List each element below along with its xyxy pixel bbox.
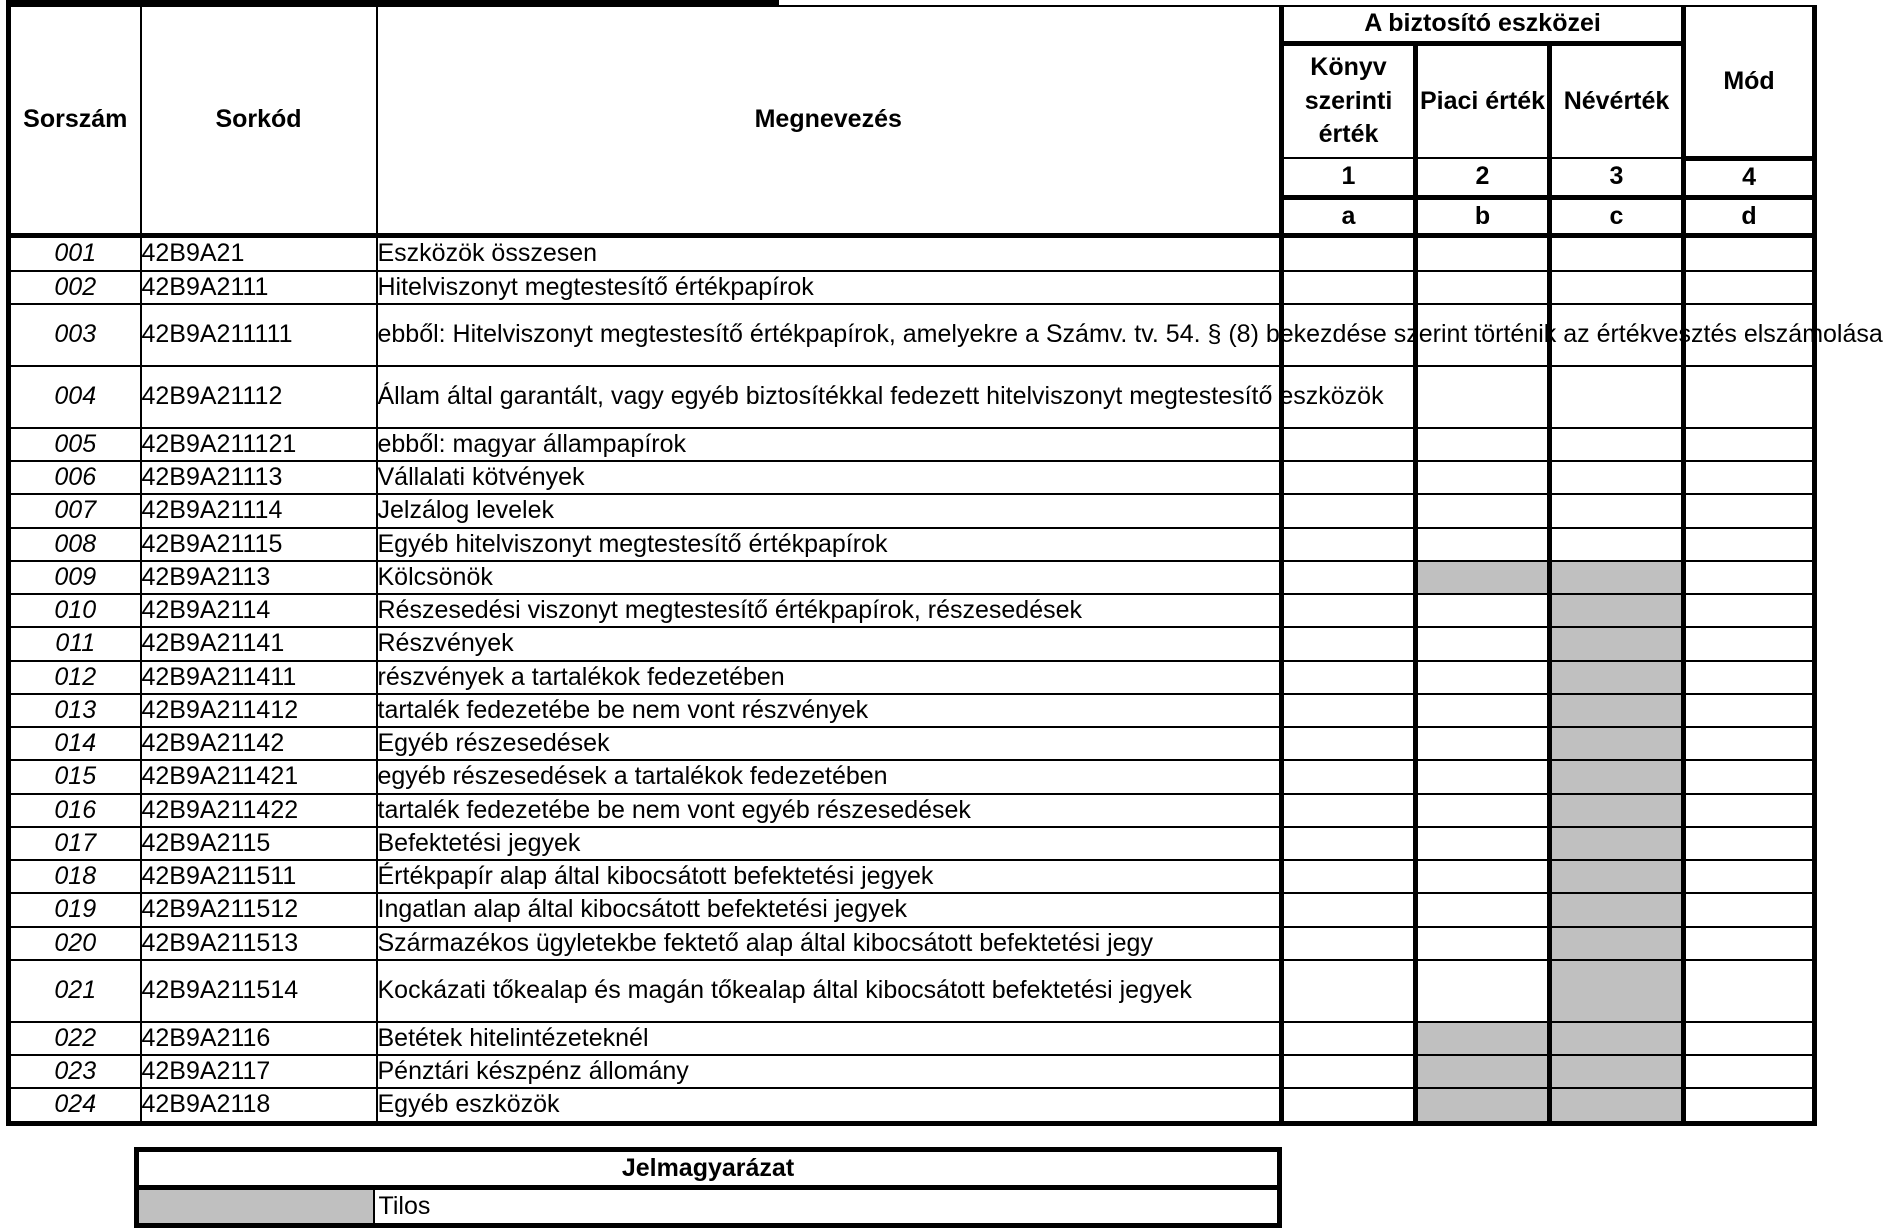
cell-nevertek[interactable] (1550, 428, 1684, 461)
table-row (9, 236, 1815, 271)
row-name: Egyéb részesedések (377, 727, 1282, 760)
row-name: tartalék fedezetébe be nem vont részvények (377, 694, 1282, 727)
cell-mod[interactable] (1684, 760, 1815, 793)
row-name: ebből: magyar állampapírok (377, 428, 1282, 461)
row-number: 014 (9, 727, 141, 760)
legend-swatch (137, 1188, 374, 1226)
legend-label: Tilos (378, 1192, 431, 1220)
cell-nevertek (1550, 893, 1684, 926)
cell-nevertek (1550, 794, 1684, 827)
table-row (9, 304, 1815, 366)
row-number: 012 (9, 661, 141, 694)
cell-nevertek (1550, 960, 1684, 1022)
row-name: Pénztári készpénz állomány (377, 1055, 1282, 1088)
row-code: 42B9A211511 (141, 860, 377, 893)
header-num-3: 3 (1550, 158, 1684, 197)
cell-mod[interactable] (1684, 960, 1815, 1022)
row-code: 42B9A2111 (141, 271, 377, 304)
row-name: Hitelviszonyt megtestesítő értékpapírok (377, 271, 1282, 304)
table-row (9, 561, 1815, 594)
cell-nevertek (1550, 694, 1684, 727)
cell-mod[interactable] (1684, 860, 1815, 893)
row-name: ebből: Hitelviszonyt megtestesítő értékpapírok, amelyekre a Számv. tv. 54. § (8) bekezdése szerint történik az értékvesztés elszámolása (377, 304, 1282, 366)
row-number: 020 (9, 927, 141, 960)
row-name: egyéb részesedések a tartalékok fedezetében (377, 760, 1282, 793)
cell-konyv[interactable] (1282, 661, 1416, 694)
cell-mod[interactable] (1684, 236, 1815, 271)
cell-nevertek[interactable] (1550, 271, 1684, 304)
table-row (9, 927, 1815, 960)
row-code: 42B9A2113 (141, 561, 377, 594)
row-code: 42B9A21 (141, 236, 377, 271)
row-number: 010 (9, 594, 141, 627)
cell-mod[interactable] (1684, 366, 1815, 428)
table-row (9, 366, 1815, 428)
row-name: Befektetési jegyek (377, 827, 1282, 860)
header-piaci (1416, 43, 1550, 158)
table-row (9, 1088, 1815, 1123)
header-sorszam: Sorszám (9, 6, 141, 236)
cell-mod[interactable] (1684, 494, 1815, 527)
cell-nevertek (1550, 827, 1684, 860)
legend-title: Jelmagyarázat (137, 1150, 1280, 1188)
row-name: tartalék fedezetébe be nem vont egyéb részesedések (377, 794, 1282, 827)
row-code: 42B9A21113 (141, 461, 377, 494)
cell-mod[interactable] (1684, 727, 1815, 760)
row-number: 015 (9, 760, 141, 793)
row-number: 021 (9, 960, 141, 1022)
table-row (9, 661, 1815, 694)
row-number: 008 (9, 528, 141, 561)
cell-nevertek (1550, 760, 1684, 793)
cell-piaci[interactable] (1416, 366, 1550, 428)
legend (134, 1147, 1282, 1228)
cell-nevertek (1550, 1088, 1684, 1123)
row-name: Betétek hitelintézeteknél (377, 1022, 1282, 1055)
header-letter-a: a (1282, 197, 1416, 236)
row-name: Jelzálog levelek (377, 494, 1282, 527)
header-num-1: 1 (1282, 158, 1416, 197)
header-piaci-label: Piaci érték (1419, 86, 1546, 115)
cell-mod[interactable] (1684, 528, 1815, 561)
table-row (9, 960, 1815, 1022)
row-code: 42B9A211514 (141, 960, 377, 1022)
cell-konyv[interactable] (1282, 960, 1416, 1022)
row-code: 42B9A211421 (141, 760, 377, 793)
row-name: Értékpapír alap által kibocsátott befektetési jegyek (377, 860, 1282, 893)
header-mod: Mód (1684, 6, 1815, 158)
cell-mod[interactable] (1684, 1055, 1815, 1088)
row-name: Származékos ügyletekbe fektető alap által kibocsátott befektetési jegy (377, 927, 1282, 960)
row-name: Részvények (377, 627, 1282, 660)
cell-konyv[interactable] (1282, 1055, 1416, 1088)
cell-piaci[interactable] (1416, 528, 1550, 561)
table-row (9, 827, 1815, 860)
row-number: 024 (9, 1088, 141, 1123)
row-number: 022 (9, 1022, 141, 1055)
row-name: részvények a tartalékok fedezetében (377, 661, 1282, 694)
row-number: 017 (9, 827, 141, 860)
cell-piaci[interactable] (1416, 594, 1550, 627)
cell-nevertek (1550, 561, 1684, 594)
cell-konyv[interactable] (1282, 1088, 1416, 1123)
cell-nevertek[interactable] (1550, 528, 1684, 561)
cell-konyv[interactable] (1282, 893, 1416, 926)
table-row (9, 528, 1815, 561)
row-code: 42B9A2116 (141, 1022, 377, 1055)
cell-konyv[interactable] (1282, 694, 1416, 727)
asset-table (6, 5, 1883, 1126)
cell-nevertek (1550, 594, 1684, 627)
row-name: Kölcsönök (377, 561, 1282, 594)
header-konyv (1282, 43, 1416, 158)
cell-mod[interactable] (1684, 461, 1815, 494)
cell-mod[interactable] (1684, 428, 1815, 461)
row-name: Állam által garantált, vagy egyéb biztosítékkal fedezett hitelviszonyt megtestesítő eszközök (377, 366, 1282, 428)
row-number: 016 (9, 794, 141, 827)
cell-mod[interactable] (1684, 661, 1815, 694)
row-code: 42B9A211411 (141, 661, 377, 694)
row-code: 42B9A211121 (141, 428, 377, 461)
table-row (9, 428, 1815, 461)
row-name: Eszközök összesen (377, 236, 1282, 271)
header-nevertek: Névérték (1550, 43, 1684, 158)
header-letter-c: c (1550, 197, 1684, 236)
row-name: Részesedési viszonyt megtestesítő értékpapírok, részesedések (377, 594, 1282, 627)
header-group: A biztosító eszközei (1282, 6, 1684, 43)
cell-nevertek (1550, 627, 1684, 660)
table-row (9, 461, 1815, 494)
cell-konyv[interactable] (1282, 461, 1416, 494)
table-row (9, 760, 1815, 793)
cell-mod[interactable] (1684, 927, 1815, 960)
row-name: Egyéb eszközök (377, 1088, 1282, 1123)
cell-nevertek[interactable] (1550, 461, 1684, 494)
header-konyv-label: Könyv szerinti érték (1304, 52, 1393, 149)
cell-nevertek (1550, 661, 1684, 694)
row-number: 013 (9, 694, 141, 727)
cell-piaci (1416, 1055, 1550, 1088)
cell-nevertek[interactable] (1550, 366, 1684, 428)
row-code: 42B9A211422 (141, 794, 377, 827)
row-number: 007 (9, 494, 141, 527)
cell-piaci (1416, 1088, 1550, 1123)
row-name: Ingatlan alap által kibocsátott befektetési jegyek (377, 893, 1282, 926)
table-body (9, 236, 1883, 1123)
row-code: 42B9A2117 (141, 1055, 377, 1088)
cell-nevertek (1550, 1055, 1684, 1088)
row-code: 42B9A21142 (141, 727, 377, 760)
row-code: 42B9A21115 (141, 528, 377, 561)
table-row (9, 860, 1815, 893)
cell-nevertek[interactable] (1550, 236, 1684, 271)
cell-konyv[interactable] (1282, 927, 1416, 960)
row-code: 42B9A2114 (141, 594, 377, 627)
row-number: 006 (9, 461, 141, 494)
cell-piaci[interactable] (1416, 661, 1550, 694)
row-code: 42B9A211513 (141, 927, 377, 960)
table-row (9, 594, 1815, 627)
row-number: 023 (9, 1055, 141, 1088)
cell-konyv[interactable] (1282, 794, 1416, 827)
row-name: Vállalati kötvények (377, 461, 1282, 494)
row-code: 42B9A21141 (141, 627, 377, 660)
cell-konyv[interactable] (1282, 271, 1416, 304)
cell-konyv[interactable] (1282, 860, 1416, 893)
cell-piaci[interactable] (1416, 694, 1550, 727)
cell-mod[interactable] (1684, 794, 1815, 827)
cell-piaci[interactable] (1416, 494, 1550, 527)
cell-konyv[interactable] (1282, 1022, 1416, 1055)
header-letter-d: d (1684, 197, 1815, 236)
cell-piaci[interactable] (1416, 428, 1550, 461)
header-num-4: 4 (1684, 158, 1815, 197)
row-number: 001 (9, 236, 141, 271)
cell-nevertek[interactable] (1550, 494, 1684, 527)
row-code: 42B9A21114 (141, 494, 377, 527)
table-row (9, 794, 1815, 827)
cell-konyv[interactable] (1282, 727, 1416, 760)
header-letter-b: b (1416, 197, 1550, 236)
row-code: 42B9A2115 (141, 827, 377, 860)
cell-nevertek (1550, 727, 1684, 760)
row-number: 002 (9, 271, 141, 304)
cell-konyv[interactable] (1282, 561, 1416, 594)
row-number: 004 (9, 366, 141, 428)
cell-mod[interactable] (1684, 594, 1815, 627)
cell-piaci[interactable] (1416, 727, 1550, 760)
cell-konyv[interactable] (1282, 594, 1416, 627)
cell-mod[interactable] (1684, 271, 1815, 304)
cell-piaci[interactable] (1416, 827, 1550, 860)
cell-piaci[interactable] (1416, 794, 1550, 827)
cell-konyv[interactable] (1282, 528, 1416, 561)
cell-piaci (1416, 561, 1550, 594)
row-code: 42B9A211412 (141, 694, 377, 727)
cell-piaci[interactable] (1416, 271, 1550, 304)
table-row (9, 271, 1815, 304)
row-code: 42B9A2118 (141, 1088, 377, 1123)
cell-konyv[interactable] (1282, 494, 1416, 527)
header-sorkod: Sorkód (141, 6, 377, 236)
row-number: 018 (9, 860, 141, 893)
row-number: 003 (9, 304, 141, 366)
cell-piaci[interactable] (1416, 236, 1550, 271)
cell-piaci[interactable] (1416, 893, 1550, 926)
cell-piaci[interactable] (1416, 860, 1550, 893)
table-row (9, 694, 1815, 727)
cell-mod[interactable] (1684, 694, 1815, 727)
row-code: 42B9A211512 (141, 893, 377, 926)
cell-piaci[interactable] (1416, 461, 1550, 494)
cell-piaci[interactable] (1416, 760, 1550, 793)
row-number: 009 (9, 561, 141, 594)
header-megnevezes: Megnevezés (377, 6, 1282, 236)
row-code: 42B9A21112 (141, 366, 377, 428)
row-number: 011 (9, 627, 141, 660)
cell-mod[interactable] (1684, 827, 1815, 860)
cell-nevertek (1550, 1022, 1684, 1055)
row-number: 019 (9, 893, 141, 926)
cell-piaci[interactable] (1416, 927, 1550, 960)
header-num-2: 2 (1416, 158, 1550, 197)
table-row (9, 893, 1815, 926)
cell-nevertek (1550, 860, 1684, 893)
cell-mod[interactable] (1684, 893, 1815, 926)
cell-konyv[interactable] (1282, 760, 1416, 793)
cell-mod[interactable] (1684, 627, 1815, 660)
table-row (9, 627, 1815, 660)
cell-mod[interactable] (1684, 1022, 1815, 1055)
row-code: 42B9A211111 (141, 304, 377, 366)
cell-mod[interactable] (1684, 561, 1815, 594)
cell-konyv[interactable] (1282, 827, 1416, 860)
row-number: 005 (9, 428, 141, 461)
cell-konyv[interactable] (1282, 236, 1416, 271)
cell-piaci[interactable] (1416, 627, 1550, 660)
table-row (9, 727, 1815, 760)
table-row (9, 1022, 1815, 1055)
row-name: Kockázati tőkealap és magán tőkealap által kibocsátott befektetési jegyek (377, 960, 1282, 1022)
cell-nevertek (1550, 927, 1684, 960)
cell-konyv[interactable] (1282, 428, 1416, 461)
cell-piaci[interactable] (1416, 960, 1550, 1022)
cell-piaci (1416, 1022, 1550, 1055)
table-row (9, 494, 1815, 527)
cell-konyv[interactable] (1282, 627, 1416, 660)
cell-mod[interactable] (1684, 1088, 1815, 1123)
table-row (9, 1055, 1815, 1088)
row-name: Egyéb hitelviszonyt megtestesítő értékpapírok (377, 528, 1282, 561)
